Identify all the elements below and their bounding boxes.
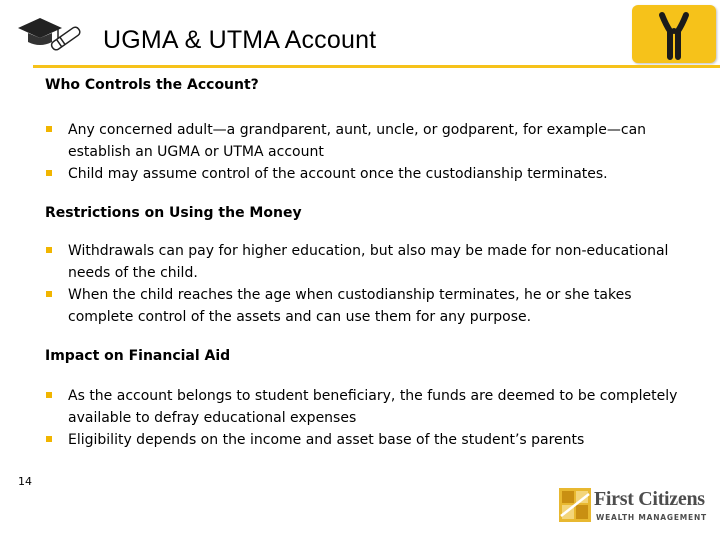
section-heading-controls: Who Controls the Account?: [45, 77, 259, 93]
bullet-list: [45, 385, 685, 451]
slide-body: [45, 74, 685, 451]
bullet-icon: [46, 436, 52, 442]
tool-badge: [632, 5, 716, 63]
list-item: Any concerned adult—a grandparent, aunt, uncle, or godparent, for example—can establish an UGMA or UTMA account: [45, 119, 685, 163]
page-number: 14: [18, 475, 32, 488]
section-heading-restrictions: Restrictions on Using the Money: [45, 205, 302, 221]
bullet-list: [45, 240, 685, 328]
section-heading-financial-aid: Impact on Financial Aid: [45, 348, 231, 364]
header-rule: [33, 65, 720, 68]
list-item: Child may assume control of the account once the custodianship terminates.: [45, 163, 685, 185]
list-item: As the account belongs to student beneficiary, the funds are deemed to be completely available to defray educational expenses: [45, 385, 685, 429]
logo-mark-icon: [557, 486, 593, 524]
pliers-icon: [632, 5, 716, 63]
logo-name: First Citizens: [594, 488, 705, 510]
bullet-icon: [46, 247, 52, 253]
graduation-cap-diploma-icon: [16, 14, 86, 62]
bullet-icon: [46, 126, 52, 132]
bullet-list: [45, 119, 685, 185]
logo-subtitle: WEALTH MANAGEMENT: [596, 513, 707, 522]
bullet-icon: [46, 392, 52, 398]
first-citizens-logo: [557, 486, 707, 524]
bullet-icon: [46, 170, 52, 176]
bullet-icon: [46, 291, 52, 297]
list-item: Eligibility depends on the income and asset base of the student’s parents: [45, 429, 685, 451]
page-title: UGMA & UTMA Account: [103, 26, 377, 54]
list-item: When the child reaches the age when custodianship terminates, he or she takes complete control of the assets and can use them for any purpose.: [45, 284, 685, 328]
list-item: Withdrawals can pay for higher education, but also may be made for non-educational needs of the child.: [45, 240, 685, 284]
